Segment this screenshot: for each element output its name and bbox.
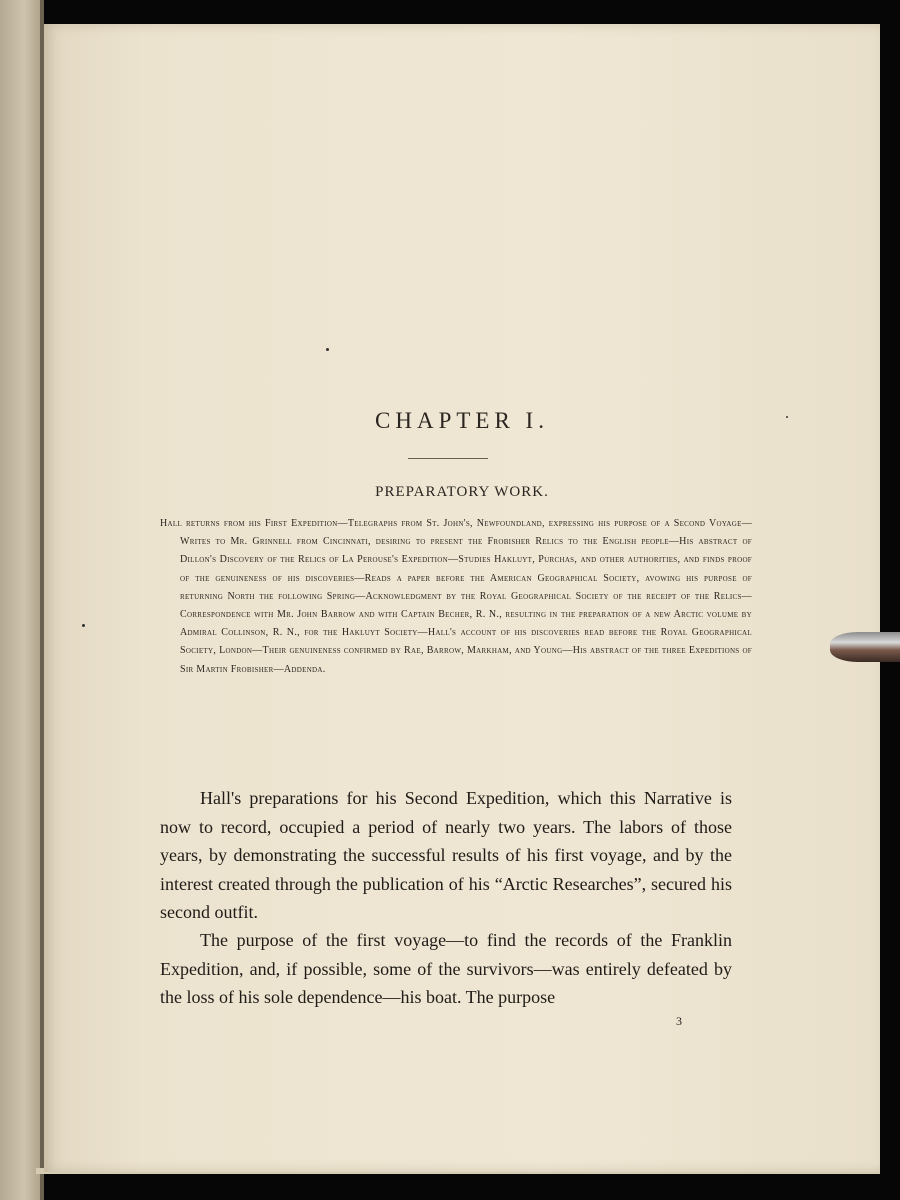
paper-speck: [82, 624, 85, 627]
chapter-synopsis: Hall returns from his First Expedition—Telegraphs from St. John's, Newfoundland, expressing his purpose of a Second Voyage—Writes to Mr. Grinnell from Cincinnati, desiring to present the Frobisher Relics to the English people—His abstract of Dillon's Discovery of the Relics of La Perouse's Expedition—Studies Hakluyt, Purchas, and other authorities, and finds proof of the genuineness of his discoveries—Reads a paper before the American Geographical Society, avowing his purpose of returning North the following Spring—Acknowledgment by the Royal Geographical Society of the receipt of the Relics—Correspondence with Mr. John Barrow and with Captain Becher, R. N., resulting in the preparation of a new Arctic volume by Admiral Collinson, R. N., for the Hakluyt Society—Hall's account of his discoveries read before the Royal Geographical Society, London—Their genuineness confirmed by Rae, Barrow, Markham, and Young—His abstract of the three Expeditions of Sir Martin Frobisher—Addenda.: [160, 518, 752, 675]
heading-divider: [408, 458, 488, 459]
bookmark-tab: [830, 632, 900, 662]
chapter-subtitle: PREPARATORY WORK.: [375, 484, 549, 500]
facing-page-edge: [0, 0, 44, 1200]
paper-speck: [326, 348, 329, 351]
chapter-heading: CHAPTER I.: [375, 408, 549, 433]
page-number: 3: [676, 1014, 682, 1028]
body-paragraph-1: Hall's preparations for his Second Expedition, which this Narrative is now to record, occupied a period of nearly two years. The labors of those years, by demonstrating the successful results of his first voyage, and by the interest created through the publication of his “Arctic Researches”, secured his second outfit.: [160, 788, 732, 923]
body-paragraph-2: The purpose of the first voyage—to find the records of the Franklin Expedition, and, if possible, some of the survivors—was entirely defeated by the loss of his sole dependence—his boat. The purpose: [160, 930, 732, 1008]
